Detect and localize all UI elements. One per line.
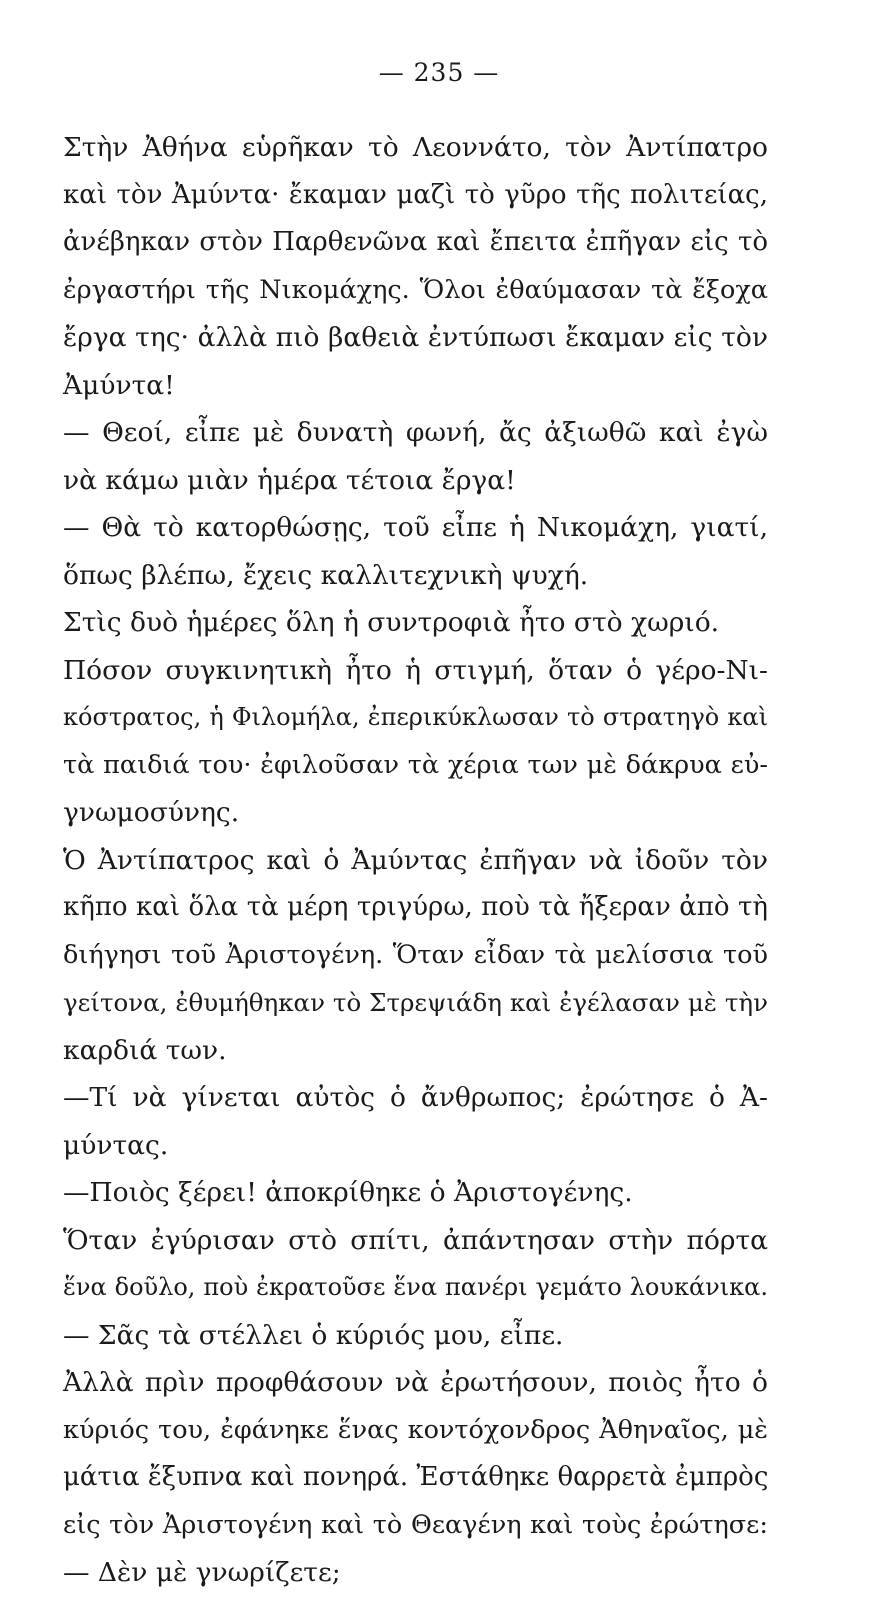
text-line: — Δὲν μὲ γνωρίζετε; xyxy=(63,1557,341,1588)
text-line: Πόσον συγκινητικὴ ἦτο ἡ στιγμή, ὅταν ὁ γέρο-Νι- xyxy=(63,654,768,686)
text-line: κόστρατος, ἡ Φιλομήλα, ἐπερικύκλωσαν τὸ στρατηγὸ καὶ xyxy=(63,703,768,731)
text-line: καὶ τὸν Ἀμύντα· ἔκαμαν μαζὶ τὸ γῦρο τῆς πολιτείας, xyxy=(63,179,768,210)
text-line: εἰς τὸν Ἀριστογένη καὶ τὸ Θεαγένη καὶ τοὺς ἐρώτησε: xyxy=(63,1509,768,1540)
text-line: γνωμοσύνης. xyxy=(63,797,240,828)
text-line: — Θεοί, εἶπε μὲ δυνατὴ φωνή, ἄς ἀξιωθῶ καὶ ἐγὼ xyxy=(63,417,768,448)
text-line: κῆπο καὶ ὅλα τὰ μέρη τριγύρω, ποὺ τὰ ἤξεραν ἀπὸ τὴ xyxy=(63,892,768,922)
text-line: Ἀμύντα! xyxy=(63,369,175,401)
text-line: ἀνέβηκαν στὸν Παρθενῶνα καὶ ἔπειτα ἐπῆγαν εἰς τὸ xyxy=(63,227,768,257)
text-line: Ἀλλὰ πρὶν προφθάσουν νὰ ἐρωτήσουν, ποιὸς ἦτο ὁ xyxy=(63,1367,768,1398)
text-line: τὰ παιδιά του· ἐφιλοῦσαν τὰ χέρια των μὲ δάκρυα εὐ- xyxy=(63,749,768,780)
text-line: —Ποιὸς ξέρει! ἀποκρίθηκε ὁ Ἀριστογένης. xyxy=(63,1177,633,1208)
text-line: διήγησι τοῦ Ἀριστογένη. Ὅταν εἶδαν τὰ μελίσσια τοῦ xyxy=(63,939,768,970)
text-line: — Σᾶς τὰ στέλλει ὁ κύριός μου, εἶπε. xyxy=(63,1319,564,1351)
text-line: ἐργαστήρι τῆς Νικομάχης. Ὅλοι ἐθαύμασαν τὰ ἔξοχα xyxy=(63,274,768,305)
text-line: γείτονα, ἐθυμήθηκαν τὸ Στρεψιάδη καὶ ἐγέλασαν μὲ τὴν xyxy=(63,988,768,1017)
text-line: Στὴν Ἀθήνα εὑρῆκαν τὸ Λεοννάτο, τὸν Ἀντίπατρο xyxy=(63,132,768,163)
text-line: Στὶς δυὸ ἡμέρες ὅλη ἡ συντροφιὰ ἦτο στὸ χωριό. xyxy=(63,607,720,638)
text-line: ὅπως βλέπω, ἔχεις καλλιτεχνικὴ ψυχή. xyxy=(63,559,589,591)
text-line: καρδιά των. xyxy=(63,1034,227,1066)
text-line: ἕνα δοῦλο, ποὺ ἐκρατοῦσε ἕνα πανέρι γεμάτο λουκάνικα. xyxy=(63,1273,768,1301)
text-line: Ὁ Ἀντίπατρος καὶ ὁ Ἀμύντας ἐπῆγαν νὰ ἰδοῦν τὸν xyxy=(63,844,768,876)
body-text xyxy=(63,124,768,1597)
text-line: νὰ κάμω μιὰν ἡμέρα τέτοια ἔργα! xyxy=(63,464,516,496)
text-line: μάτια ἔξυπνα καὶ πονηρά. Ἐστάθηκε θαρρετὰ ἐμπρὸς xyxy=(63,1462,769,1492)
text-line: — Θὰ τὸ κατορθώσῃς, τοῦ εἶπε ἡ Νικομάχη, γιατί, xyxy=(63,512,768,543)
text-line: —Τί νὰ γίνεται αὐτὸς ὁ ἄνθρωπος; ἐρώτησε ὁ Ἀ- xyxy=(63,1082,768,1113)
text-line: Ὅταν ἐγύρισαν στὸ σπίτι, ἀπάντησαν στὴν πόρτα xyxy=(63,1224,768,1256)
text-line: κύριός του, ἐφάνηκε ἕνας κοντόχονδρος Ἀθηναῖος, μὲ xyxy=(63,1414,768,1445)
page-number: — 235 — xyxy=(378,58,500,87)
text-line: μύντας. xyxy=(63,1129,169,1161)
text-line: ἔργα της· ἀλλὰ πιὸ βαθειὰ ἐντύπωσι ἔκαμαν εἰς τὸν xyxy=(63,322,768,353)
